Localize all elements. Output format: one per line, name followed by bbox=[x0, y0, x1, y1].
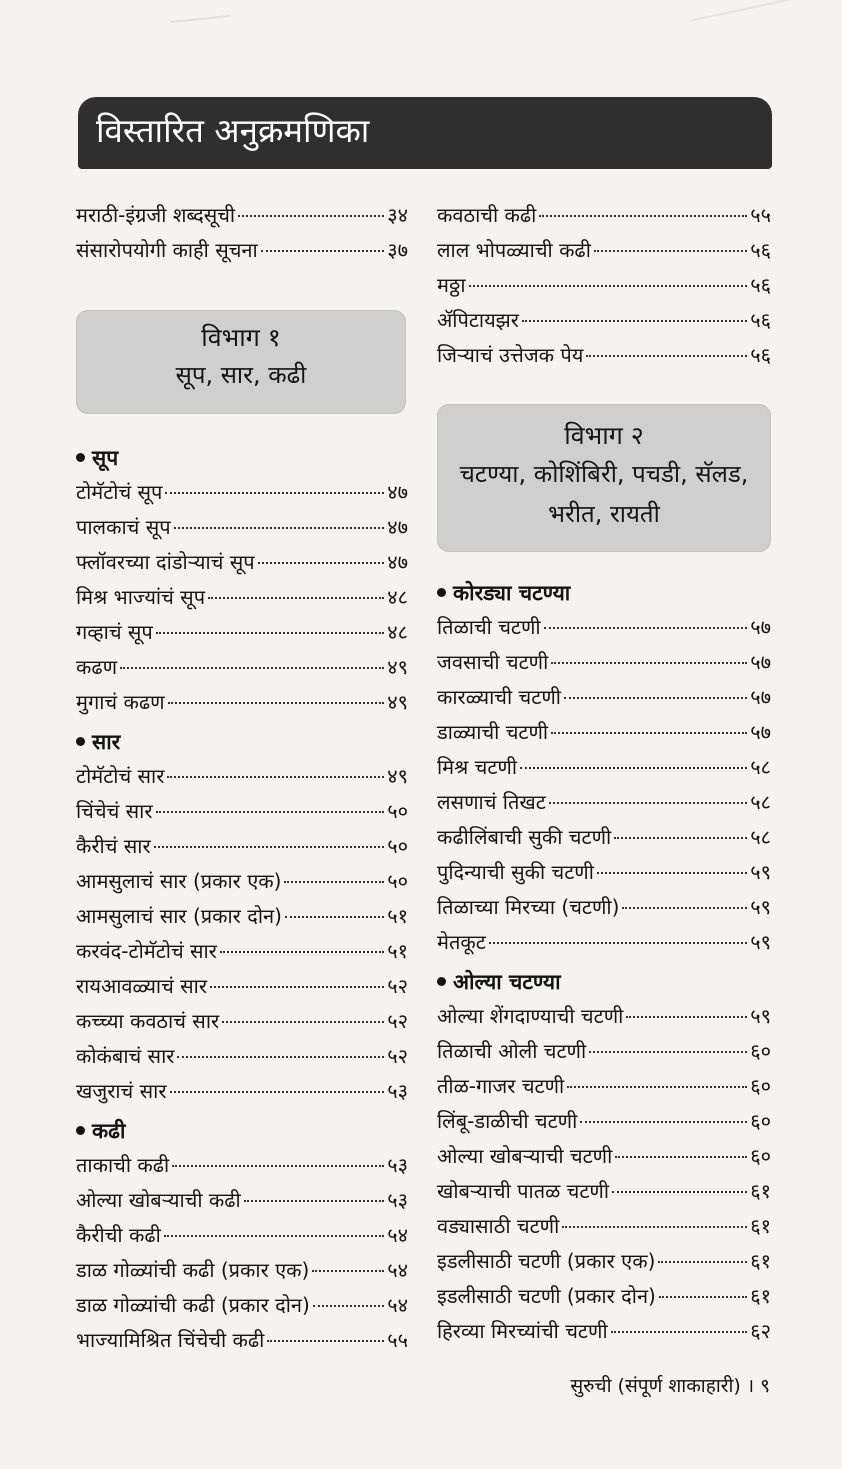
entry-title: कवठाची कढी bbox=[437, 203, 537, 227]
entry-page-number: ४७ bbox=[387, 480, 408, 504]
subheading-label: कोरड्या चटण्या bbox=[453, 581, 571, 605]
index-entry bbox=[437, 1034, 771, 1069]
index-entry bbox=[437, 1209, 771, 1244]
index-entry bbox=[437, 785, 771, 820]
right-column bbox=[437, 198, 771, 1349]
paper-mark bbox=[170, 15, 230, 23]
index-entry bbox=[437, 303, 771, 338]
entry-title: कैरीचं सार bbox=[76, 834, 151, 858]
entry-title: जिऱ्याचं उत्तेजक पेय bbox=[437, 343, 584, 367]
entry-page-number: ४७ bbox=[387, 550, 408, 574]
entry-title: कैरीची कढी bbox=[76, 1223, 161, 1247]
dot-leader bbox=[549, 802, 747, 804]
entry-title: तिळाच्या मिरच्या (चटणी) bbox=[437, 895, 620, 919]
entry-page-number: ५३ bbox=[387, 1079, 408, 1103]
index-entry bbox=[437, 610, 771, 645]
dot-leader bbox=[208, 597, 384, 599]
dot-leader bbox=[168, 702, 385, 704]
index-entry bbox=[76, 969, 408, 1004]
entry-page-number: ५४ bbox=[387, 1223, 408, 1247]
entry-title: लिंबू-डाळीची चटणी bbox=[437, 1109, 578, 1133]
entry-page-number: ६० bbox=[750, 1109, 771, 1133]
entry-page-number: ५० bbox=[387, 799, 408, 823]
bullet-icon bbox=[76, 453, 85, 462]
section-subheading bbox=[76, 441, 408, 475]
dot-leader bbox=[312, 1270, 384, 1272]
dot-leader bbox=[261, 250, 384, 252]
index-entry bbox=[437, 1069, 771, 1104]
page-footer: सुरुची (संपूर्ण शाकाहारी) । ९ bbox=[570, 1375, 770, 1397]
entry-page-number: ६० bbox=[750, 1074, 771, 1098]
entry-page-number: ४९ bbox=[387, 655, 408, 679]
dot-leader bbox=[120, 667, 384, 669]
entry-title: कढीलिंबाची सुकी चटणी bbox=[437, 825, 612, 849]
dot-leader bbox=[210, 986, 384, 988]
entry-page-number: ५७ bbox=[750, 720, 771, 744]
index-entry bbox=[76, 650, 408, 685]
entry-title: डाळ्याची चटणी bbox=[437, 720, 549, 744]
index-entry bbox=[437, 715, 771, 750]
entry-page-number: ५० bbox=[387, 834, 408, 858]
dot-leader bbox=[165, 492, 384, 494]
entry-page-number: ५७ bbox=[750, 685, 771, 709]
index-entry bbox=[76, 198, 408, 233]
index-entry bbox=[437, 855, 771, 890]
entry-page-number: ५९ bbox=[750, 860, 771, 884]
entry-page-number: ५५ bbox=[750, 203, 771, 227]
dot-leader bbox=[614, 837, 747, 839]
index-entry bbox=[76, 1148, 408, 1183]
bullet-icon bbox=[437, 588, 446, 597]
entry-page-number: ६२ bbox=[750, 1319, 771, 1343]
entry-title: फ्लॉवरच्या दांडोऱ्याचं सूप bbox=[76, 550, 255, 574]
entry-page-number: ५२ bbox=[387, 1009, 408, 1033]
entry-title: वड्यासाठी चटणी bbox=[437, 1214, 560, 1238]
dot-leader bbox=[156, 632, 384, 634]
entry-page-number: ५५ bbox=[387, 1328, 408, 1352]
dot-leader bbox=[611, 1331, 748, 1333]
entry-page-number: ५३ bbox=[387, 1153, 408, 1177]
index-entry bbox=[76, 1039, 408, 1074]
entry-page-number: ४८ bbox=[387, 585, 408, 609]
section-title: सूप, सार, कढी bbox=[175, 361, 307, 389]
entry-title: मठ्ठा bbox=[437, 273, 466, 297]
entry-title: हिरव्या मिरच्यांची चटणी bbox=[437, 1319, 608, 1343]
section-number: विभाग १ bbox=[201, 323, 281, 352]
dot-leader bbox=[580, 1121, 747, 1123]
entry-page-number: ५८ bbox=[750, 825, 771, 849]
entry-title: मुगाचं कढण bbox=[76, 690, 165, 714]
index-entry bbox=[437, 680, 771, 715]
entry-title: ताकाची कढी bbox=[76, 1153, 170, 1177]
entry-page-number: ४८ bbox=[387, 620, 408, 644]
index-entry bbox=[76, 864, 408, 899]
dot-leader bbox=[522, 320, 747, 322]
entry-page-number: ५३ bbox=[387, 1188, 408, 1212]
entry-page-number: ५६ bbox=[750, 238, 771, 262]
entry-title: मराठी-इंग्रजी शब्दसूची bbox=[76, 203, 236, 227]
entry-page-number: ५२ bbox=[387, 974, 408, 998]
dot-leader bbox=[551, 732, 747, 734]
entry-page-number: ५९ bbox=[750, 895, 771, 919]
entry-page-number: ५० bbox=[387, 869, 408, 893]
index-entry bbox=[76, 1074, 408, 1109]
dot-leader bbox=[612, 1191, 747, 1193]
section-box bbox=[76, 310, 406, 414]
dot-leader bbox=[567, 1086, 747, 1088]
entry-page-number: ६१ bbox=[750, 1179, 771, 1203]
dot-leader bbox=[238, 215, 384, 217]
dot-leader bbox=[622, 907, 747, 909]
entry-page-number: ५८ bbox=[750, 755, 771, 779]
entry-title: गव्हाचं सूप bbox=[76, 620, 153, 644]
dot-leader bbox=[544, 627, 748, 629]
dot-leader bbox=[489, 942, 747, 944]
dot-leader bbox=[174, 527, 385, 529]
entry-page-number: ४७ bbox=[387, 515, 408, 539]
index-entry bbox=[437, 820, 771, 855]
index-entry bbox=[437, 1104, 771, 1139]
index-entry bbox=[437, 268, 771, 303]
section-subheading bbox=[76, 1114, 408, 1148]
index-entry bbox=[437, 750, 771, 785]
dot-leader bbox=[167, 776, 384, 778]
dot-leader bbox=[156, 811, 385, 813]
entry-page-number: ५६ bbox=[750, 308, 771, 332]
entry-page-number: ६१ bbox=[750, 1249, 771, 1273]
index-entry bbox=[437, 999, 771, 1034]
entry-title: मिश्र चटणी bbox=[437, 755, 518, 779]
entry-page-number: ५६ bbox=[750, 273, 771, 297]
dot-leader bbox=[258, 562, 385, 564]
dot-leader bbox=[267, 1340, 384, 1342]
index-entry bbox=[76, 615, 408, 650]
dot-leader bbox=[177, 1056, 384, 1058]
index-entry bbox=[76, 794, 408, 829]
dot-leader bbox=[615, 1156, 747, 1158]
entry-page-number: ६१ bbox=[750, 1214, 771, 1238]
subheading-label: सूप bbox=[92, 446, 119, 470]
index-entry bbox=[437, 1174, 771, 1209]
entry-title: भाज्यामिश्रित चिंचेची कढी bbox=[76, 1328, 265, 1352]
index-entry bbox=[76, 1323, 408, 1358]
entry-page-number: ५४ bbox=[387, 1258, 408, 1282]
dot-leader bbox=[551, 662, 747, 664]
index-entry bbox=[76, 1004, 408, 1039]
index-entry bbox=[76, 1218, 408, 1253]
index-entry bbox=[76, 580, 408, 615]
dot-leader bbox=[659, 1296, 747, 1298]
entry-page-number: ३७ bbox=[387, 238, 408, 262]
dot-leader bbox=[164, 1235, 384, 1237]
dot-leader bbox=[469, 285, 748, 287]
entry-page-number: ५८ bbox=[750, 790, 771, 814]
entry-title: कारळ्याची चटणी bbox=[437, 685, 561, 709]
entry-title: ओल्या शेंगदाण्याची चटणी bbox=[437, 1004, 624, 1028]
entry-title: मिश्र भाज्यांचं सूप bbox=[76, 585, 206, 609]
dot-leader bbox=[658, 1261, 747, 1263]
index-banner bbox=[78, 97, 772, 169]
dot-leader bbox=[222, 1021, 384, 1023]
entry-page-number: ६१ bbox=[750, 1284, 771, 1308]
subheading-label: ओल्या चटण्या bbox=[453, 970, 561, 994]
entry-title: ॲपिटायझर bbox=[437, 308, 519, 332]
index-entry bbox=[437, 1244, 771, 1279]
entry-title: ओल्या खोबऱ्याची चटणी bbox=[437, 1144, 613, 1168]
dot-leader bbox=[244, 1200, 384, 1202]
dot-leader bbox=[586, 355, 747, 357]
entry-title: लसणाचं तिखट bbox=[437, 790, 546, 814]
entry-title: तिळाची ओली चटणी bbox=[437, 1039, 587, 1063]
index-entry bbox=[76, 1253, 408, 1288]
index-entry bbox=[437, 1279, 771, 1314]
entry-title: पुदिन्याची सुकी चटणी bbox=[437, 860, 594, 884]
entry-title: रायआवळ्याचं सार bbox=[76, 974, 208, 998]
entry-title: करवंद-टोमॅटोचं सार bbox=[76, 939, 217, 963]
subheading-label: कढी bbox=[92, 1119, 126, 1143]
entry-title: मेतकूट bbox=[437, 930, 486, 954]
entry-page-number: ५१ bbox=[387, 939, 408, 963]
dot-leader bbox=[520, 767, 747, 769]
entry-page-number: ५९ bbox=[750, 1004, 771, 1028]
entry-title: चिंचेचं सार bbox=[76, 799, 153, 823]
index-entry bbox=[437, 198, 771, 233]
index-entry bbox=[76, 1288, 408, 1323]
dot-leader bbox=[284, 881, 384, 883]
dot-leader bbox=[539, 215, 747, 217]
index-entry bbox=[76, 685, 408, 720]
index-entry bbox=[76, 233, 408, 268]
index-entry bbox=[437, 233, 771, 268]
entry-title: कच्च्या कवठाचं सार bbox=[76, 1009, 220, 1033]
section-subheading bbox=[437, 576, 771, 610]
entry-title: आमसुलाचं सार (प्रकार दोन) bbox=[76, 904, 282, 928]
dot-leader bbox=[313, 1305, 384, 1307]
entry-title: टोमॅटोचं सूप bbox=[76, 480, 163, 504]
index-entry bbox=[437, 925, 771, 960]
dot-leader bbox=[285, 916, 384, 918]
dot-leader bbox=[172, 1165, 384, 1167]
index-entry bbox=[76, 759, 408, 794]
entry-title: तिळाची चटणी bbox=[437, 615, 541, 639]
index-entry bbox=[437, 645, 771, 680]
paper-mark bbox=[691, 0, 799, 21]
index-entry bbox=[76, 545, 408, 580]
entry-page-number: ३४ bbox=[387, 203, 408, 227]
entry-page-number: ४९ bbox=[387, 690, 408, 714]
entry-title: खोबऱ्याची पातळ चटणी bbox=[437, 1179, 610, 1203]
dot-leader bbox=[154, 846, 385, 848]
entry-title: इडलीसाठी चटणी (प्रकार दोन) bbox=[437, 1284, 656, 1308]
entry-title: पालकाचं सूप bbox=[76, 515, 171, 539]
section-title: चटण्या, कोशिंबिरी, पचडी, सॅलड, भरीत, रायती bbox=[459, 460, 749, 528]
entry-title: लाल भोपळ्याची कढी bbox=[437, 238, 591, 262]
entry-title: टोमॅटोचं सार bbox=[76, 764, 165, 788]
dot-leader bbox=[170, 1091, 385, 1093]
dot-leader bbox=[589, 1051, 747, 1053]
entry-title: कढण bbox=[76, 655, 118, 679]
entry-title: आमसुलाचं सार (प्रकार एक) bbox=[76, 869, 282, 893]
section-subheading bbox=[437, 965, 771, 999]
entry-title: ओल्या खोबऱ्याची कढी bbox=[76, 1188, 241, 1212]
dot-leader bbox=[626, 1016, 747, 1018]
index-entry bbox=[76, 829, 408, 864]
index-entry bbox=[76, 510, 408, 545]
entry-title: कोकंबाचं सार bbox=[76, 1044, 175, 1068]
entry-title: संसारोपयोगी काही सूचना bbox=[76, 238, 258, 262]
index-entry bbox=[437, 1314, 771, 1349]
bullet-icon bbox=[437, 977, 446, 986]
section-number: विभाग २ bbox=[564, 421, 644, 450]
entry-page-number: ५१ bbox=[387, 904, 408, 928]
entry-title: डाळ गोळ्यांची कढी (प्रकार दोन) bbox=[76, 1293, 310, 1317]
entry-page-number: ५९ bbox=[750, 930, 771, 954]
entry-page-number: ५७ bbox=[750, 650, 771, 674]
section-box bbox=[437, 404, 771, 552]
entry-title: इडलीसाठी चटणी (प्रकार एक) bbox=[437, 1249, 656, 1273]
entry-page-number: ५७ bbox=[750, 615, 771, 639]
dot-leader bbox=[564, 697, 747, 699]
banner-title: विस्तारित अनुक्रमणिका bbox=[96, 111, 370, 150]
entry-page-number: ५४ bbox=[387, 1293, 408, 1317]
entry-page-number: ५२ bbox=[387, 1044, 408, 1068]
index-entry bbox=[76, 475, 408, 510]
index-entry bbox=[437, 1139, 771, 1174]
dot-leader bbox=[597, 872, 747, 874]
index-entry bbox=[76, 899, 408, 934]
left-column bbox=[76, 198, 408, 1358]
bullet-icon bbox=[76, 1126, 85, 1135]
dot-leader bbox=[562, 1226, 747, 1228]
entry-title: तीळ-गाजर चटणी bbox=[437, 1074, 565, 1098]
index-entry bbox=[76, 934, 408, 969]
entry-page-number: ५६ bbox=[750, 343, 771, 367]
bullet-icon bbox=[76, 737, 85, 746]
subheading-label: सार bbox=[92, 730, 121, 754]
entry-page-number: ६० bbox=[750, 1039, 771, 1063]
entry-page-number: ४९ bbox=[387, 764, 408, 788]
section-subheading bbox=[76, 725, 408, 759]
entry-page-number: ६० bbox=[750, 1144, 771, 1168]
dot-leader bbox=[594, 250, 747, 252]
entry-title: खजुराचं सार bbox=[76, 1079, 167, 1103]
entry-title: जवसाची चटणी bbox=[437, 650, 549, 674]
index-entry bbox=[437, 890, 771, 925]
dot-leader bbox=[220, 951, 384, 953]
entry-title: डाळ गोळ्यांची कढी (प्रकार एक) bbox=[76, 1258, 310, 1282]
index-entry bbox=[76, 1183, 408, 1218]
index-entry bbox=[437, 338, 771, 373]
